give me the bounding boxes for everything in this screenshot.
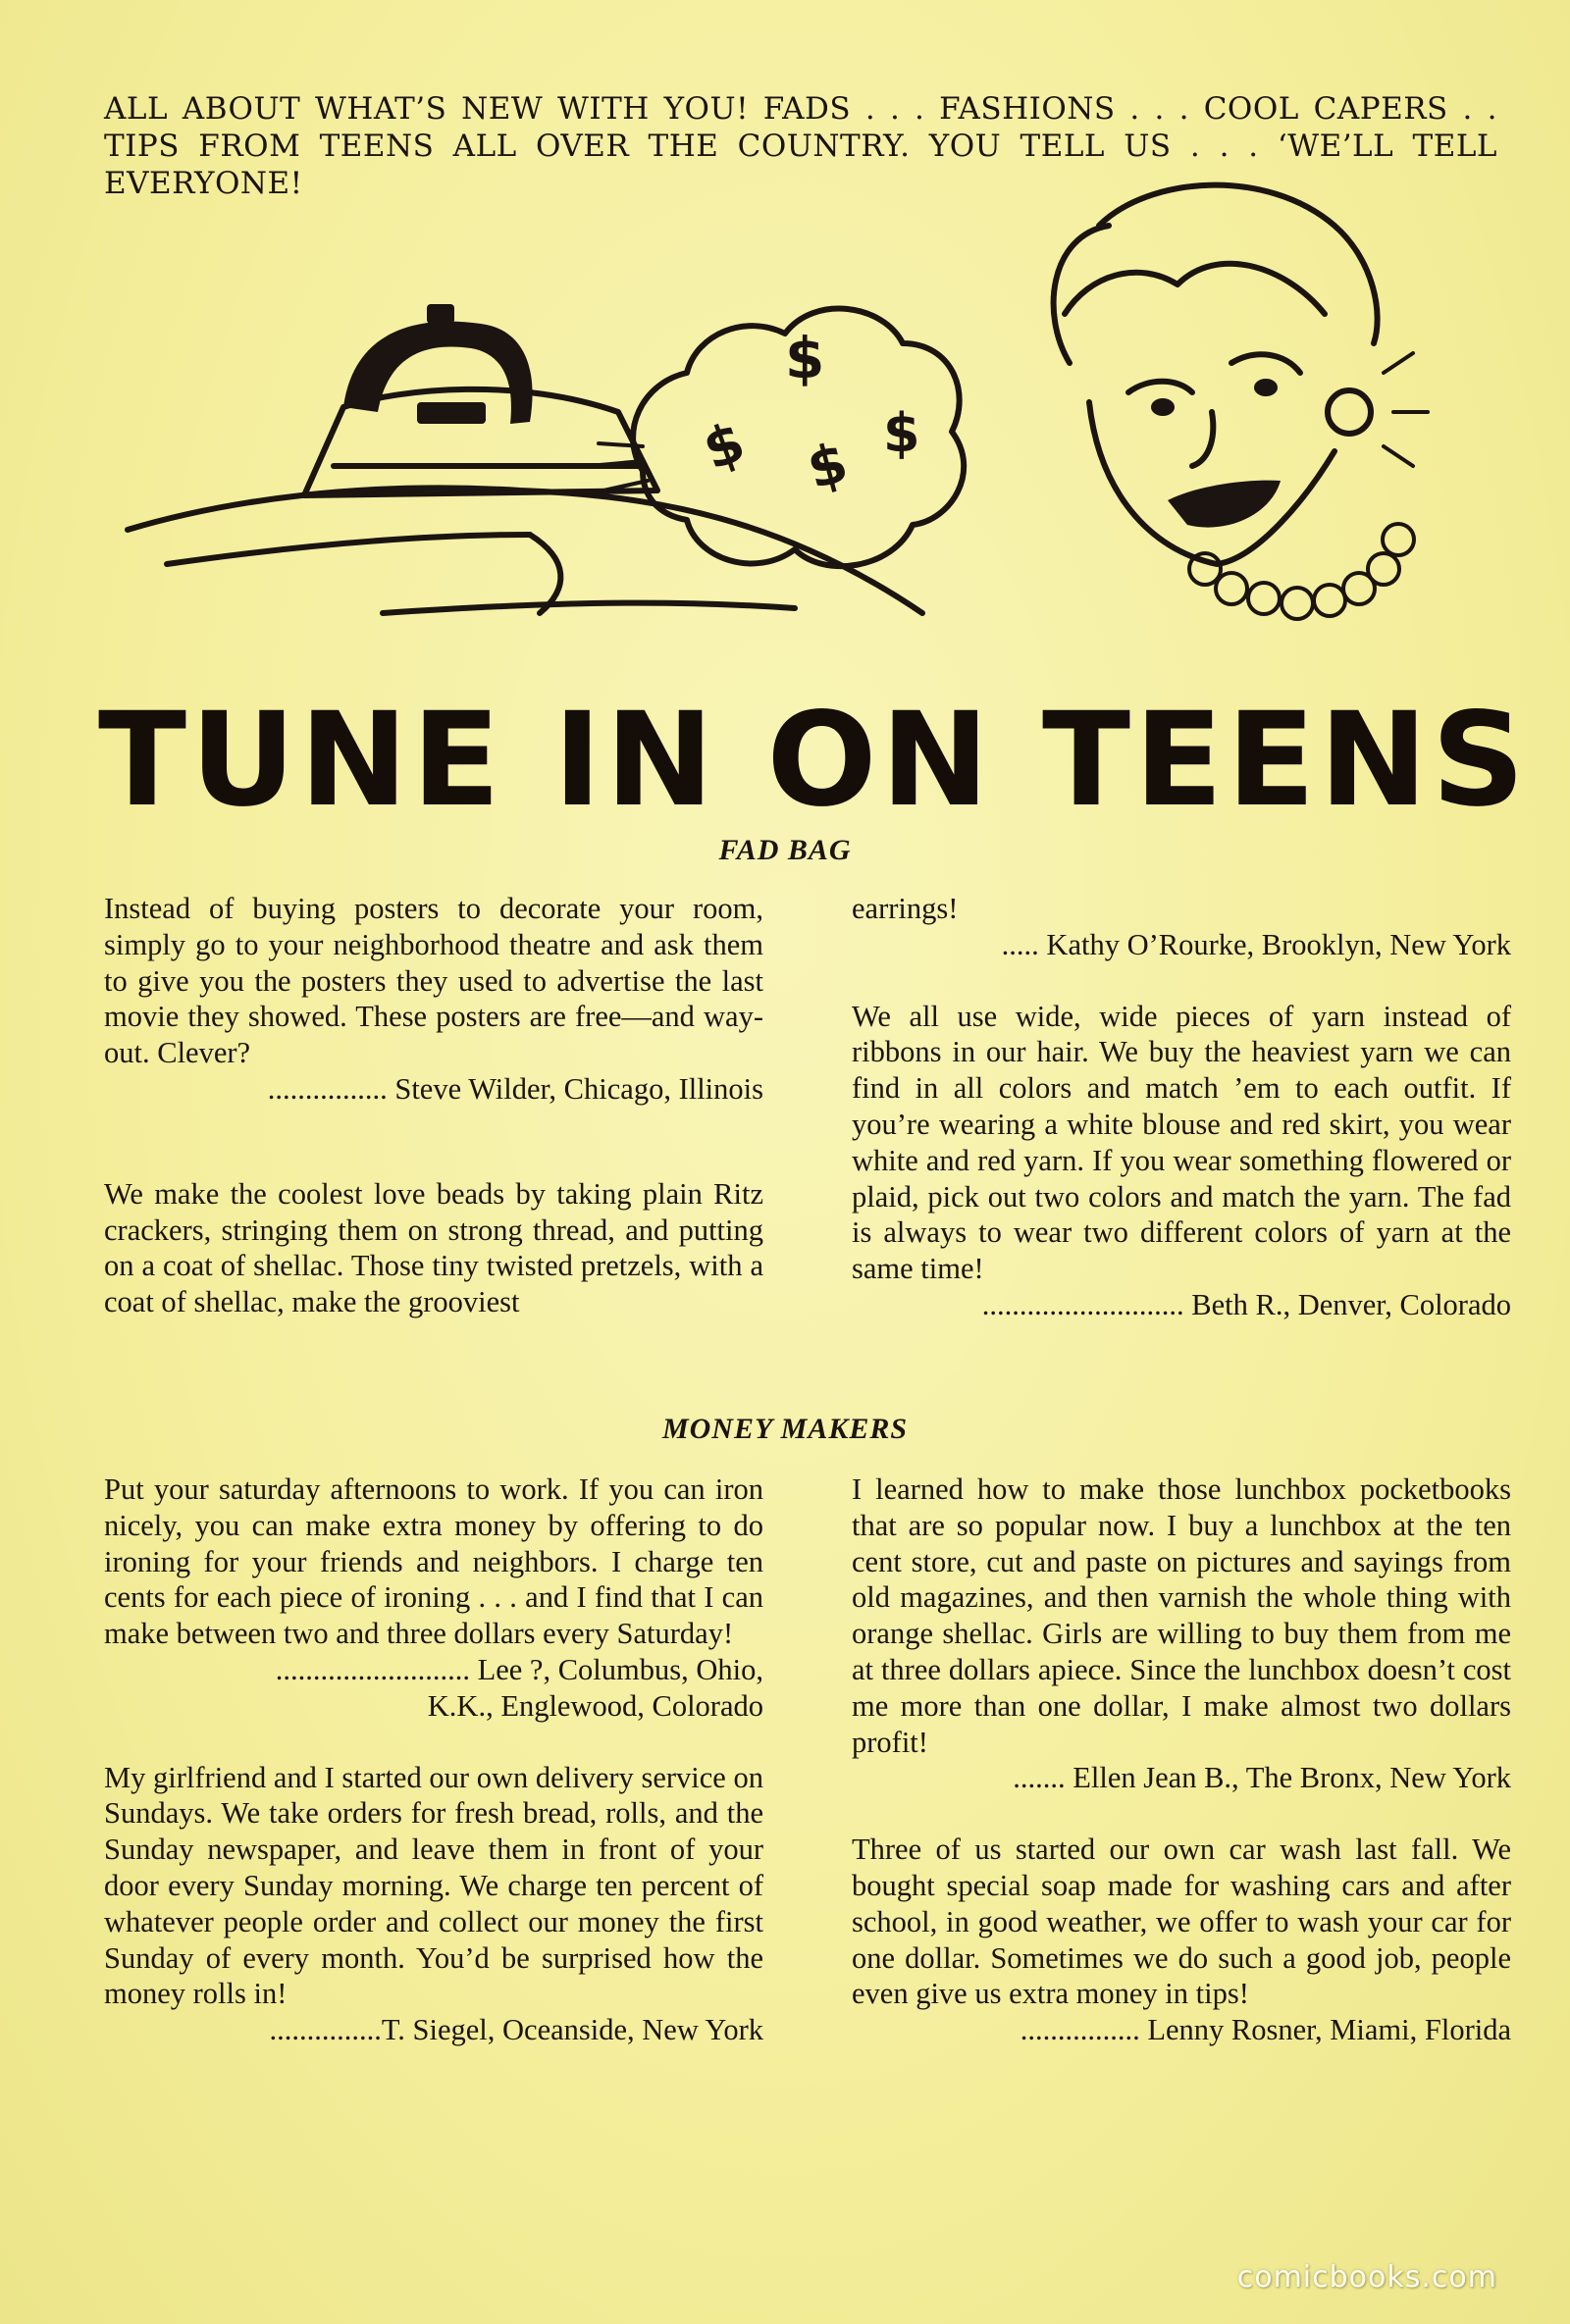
fad-bag-right-column [852,891,1511,1323]
bead-necklace [1189,524,1414,619]
tip-text: Three of us started our own car wash last fall. We bought special soap made for washing cars and after school, in good weather, we offer to wash your car for one dollar. Sometimes we do such a good job, people even give us extra money in tips! [852,1833,1511,2011]
money-makers-left-column [104,1472,763,2048]
dollar-sign-icon: $ [801,431,855,502]
dollar-sign-icon: $ [695,409,754,484]
dollar-sign-icon: $ [883,402,920,464]
tip-signature: .......................... Lee ?, Columbus, Ohio, [275,1652,763,1686]
section-heading-money-makers: MONEY MAKERS [661,1413,909,1445]
header-illustration [108,167,1492,697]
intro-text: ALL ABOUT WHAT’S NEW WITH YOU! FADS . . . FASHIONS . . . COOL CAPERS . . TIPS FROM TEENS ALL OVER THE COUNTRY. YOU TELL US . . . ‘WE’LL TELL EVERYONE! [104,91,1497,201]
tip-signature: ................ Lenny Rosner, Miami, Florida [1020,2013,1511,2047]
tip-text: I learned how to make those lunchbox pocketbooks that are so popular now. I buy a lunchbox at the ten cent store, cut and paste on pictures and sayings from old magazines, and then varnish the whole thing with orange shellac. Girls are willing to buy them from me at three dollars apiece. Since the lunchbox doesn’t cost me more than one dollar, I make almost two dollars profit! [852,1472,1511,1759]
tip-text: Put your saturday afternoons to work. If you can iron nicely, you can make extra money by offering to do ironing for your friends and neighbors. I charge ten cents for each piece of ironing . . . and I find that I can make between two and three dollars every Saturday! [104,1472,763,1651]
teen-girl-illustration [1054,185,1428,619]
tip-text: We all use wide, wide pieces of yarn instead of ribbons in our hair. We buy the heaviest yarn we can find in all colors and match ’em to each outfit. If you’re wearing a white blouse and red skirt, you wear white and red yarn. If you wear something flowered or plaid, pick out two colors and match the yarn. The fad is always to wear two different colors of yarn at the same time! [852,999,1511,1286]
tip-signature: ................ Steve Wilder, Chicago, Illinois [267,1071,763,1106]
dollar-sign-icon: $ [785,325,825,391]
tip-signature: ...............T. Siegel, Oceanside, New York [269,2013,763,2047]
page-title: TUNE IN ON TEENS [98,685,1529,836]
tip-signature: ........................... Beth R., Denver, Colorado [981,1287,1511,1321]
tip-signature: ..... Kathy O’Rourke, Brooklyn, New York [1001,927,1511,961]
section-heading-fad-bag: FAD BAG [718,834,852,866]
tip-text: Instead of buying posters to decorate your room, simply go to your neighborhood theatre and ask them to give you the posters they used to advertise the last movie they showed. These posters are free—and way-out. Clever? [104,892,763,1070]
tip-signature: ....... Ellen Jean B., The Bronx, New York [1013,1761,1511,1795]
tip-text: My girlfriend and I started our own delivery service on Sundays. We take orders for fresh bread, rolls, and the Sunday newspaper, and leave them in front of your door every Sunday morning. We charge ten percent of whatever people order and collect our money the first Sunday of every month. You’d be surprised how the money rolls in! [104,1760,763,2011]
watermark: comicbooks.com [1236,2260,1497,2295]
tip-signature: K.K., Englewood, Colorado [427,1688,763,1723]
fad-bag-left-column [104,891,763,1320]
tip-text: earrings! [852,892,959,925]
money-makers-right-column [852,1472,1511,2048]
tip-text: We make the coolest love beads by taking plain Ritz crackers, stringing them on strong thread, and putting on a coat of shellac. Those tiny twisted pretzels, with a coat of shellac, make the grooviest [104,1176,763,1319]
